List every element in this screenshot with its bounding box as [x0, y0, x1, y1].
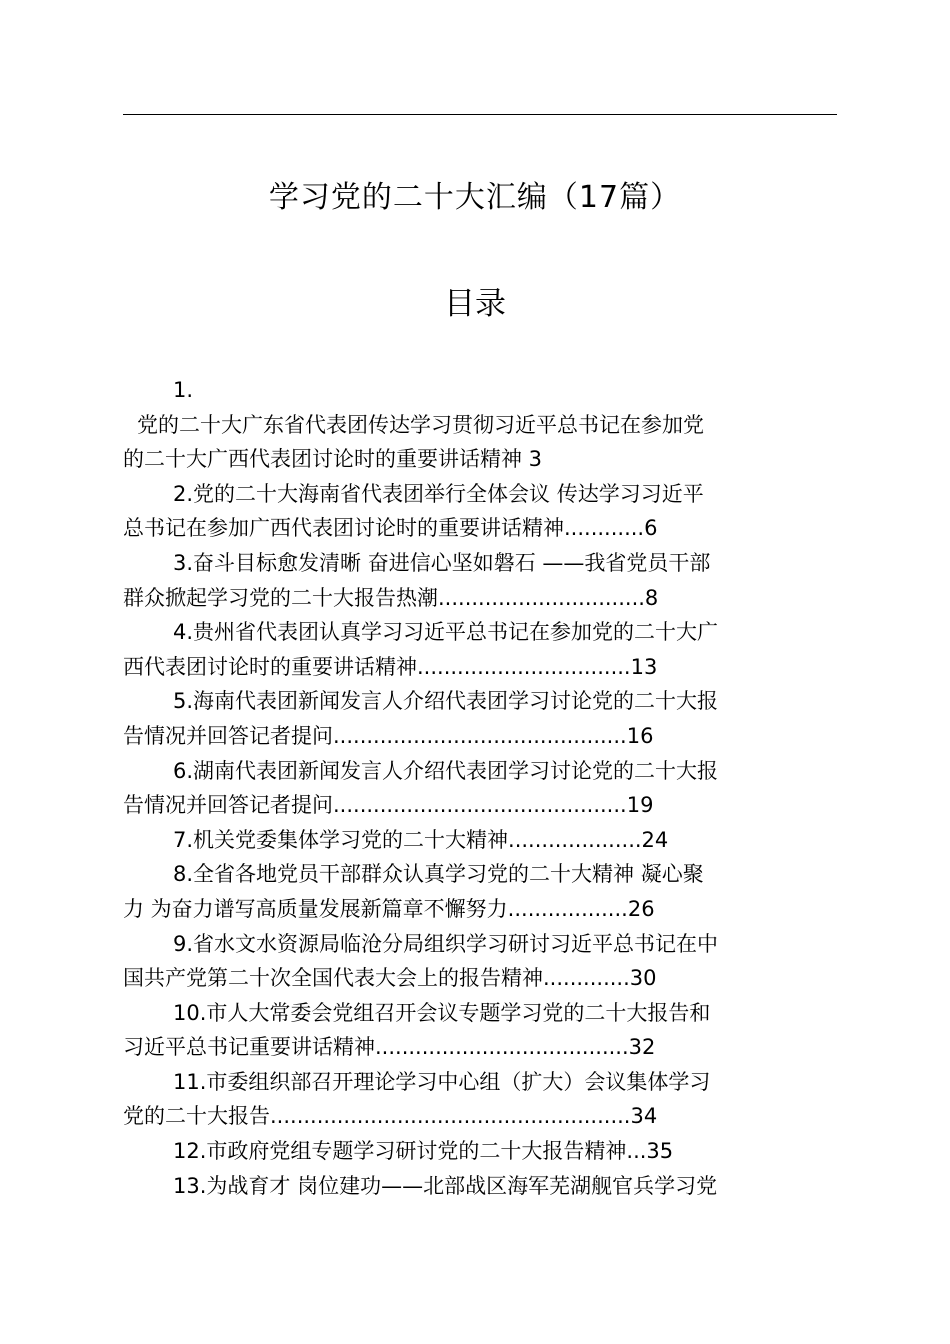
- toc-entry-11-line-1[interactable]: 11.市委组织部召开理论学习中心组（扩大）会议集体学习: [173, 1069, 711, 1094]
- document-title: 学习党的二十大汇编（17篇）: [268, 180, 682, 215]
- toc-entry-9-line-2[interactable]: 国共产党第二十次全国代表大会上的报告精神.............30: [123, 966, 657, 991]
- header-rule: [123, 114, 837, 115]
- toc-entry-5-line-2[interactable]: 告情况并回答记者提问............................................16: [123, 723, 654, 748]
- toc-entry-4-line-2[interactable]: 西代表团讨论时的重要讲话精神................................13: [123, 654, 658, 679]
- toc-entry-10-line-2[interactable]: 习近平总书记重要讲话精神......................................32: [123, 1035, 656, 1060]
- table-of-contents: [123, 373, 837, 1203]
- toc-entry-5-line-1[interactable]: 5.海南代表团新闻发言人介绍代表团学习讨论党的二十大报: [173, 689, 719, 714]
- toc-entry-1-number[interactable]: 1.: [173, 378, 194, 402]
- toc-entry-1-line-1[interactable]: 党的二十大广东省代表团传达学习贯彻习近平总书记在参加党: [137, 412, 704, 437]
- toc-entry-8-line-1[interactable]: 8.全省各地党员干部群众认真学习党的二十大精神 凝心聚: [173, 862, 704, 887]
- toc-entry-3-line-1[interactable]: 3.奋斗目标愈发清晰 奋进信心坚如磐石 ——我省党员干部: [173, 550, 711, 575]
- toc-entry-13-line-1[interactable]: 13.为战育才 岗位建功——北部战区海军芜湖舰官兵学习党: [173, 1173, 718, 1198]
- toc-entry-2-line-1[interactable]: 2.党的二十大海南省代表团举行全体会议 传达学习习近平: [173, 481, 704, 506]
- toc-entry-7-line-1[interactable]: 7.机关党委集体学习党的二十大精神....................24: [173, 827, 669, 852]
- toc-entry-6-line-2[interactable]: 告情况并回答记者提问............................................19: [123, 793, 654, 818]
- toc-entry-10-line-1[interactable]: 10.市人大常委会党组召开会议专题学习党的二十大报告和: [173, 1000, 711, 1025]
- toc-entry-11-line-2[interactable]: 党的二十大报告......................................................34: [123, 1104, 658, 1129]
- toc-entry-4-line-1[interactable]: 4.贵州省代表团认真学习习近平总书记在参加党的二十大广: [173, 620, 719, 645]
- toc-entry-8-line-2[interactable]: 力 为奋力谱写高质量发展新篇章不懈努力..................26: [123, 896, 655, 921]
- toc-entry-2-line-2[interactable]: 总书记在参加广西代表团讨论时的重要讲话精神............6: [123, 516, 658, 541]
- toc-entry-1-line-2[interactable]: 的二十大广西代表团讨论时的重要讲话精神 3: [123, 447, 543, 472]
- toc-entry-9-line-1[interactable]: 9.省水文水资源局临沧分局组织学习研讨习近平总书记在中: [173, 931, 719, 956]
- toc-entry-3-line-2[interactable]: 群众掀起学习党的二十大报告热潮...............................8: [123, 585, 659, 610]
- toc-entry-6-line-1[interactable]: 6.湖南代表团新闻发言人介绍代表团学习讨论党的二十大报: [173, 758, 719, 783]
- toc-heading: 目录: [444, 286, 506, 322]
- toc-entry-12-line-1[interactable]: 12.市政府党组专题学习研讨党的二十大报告精神...35: [173, 1139, 674, 1164]
